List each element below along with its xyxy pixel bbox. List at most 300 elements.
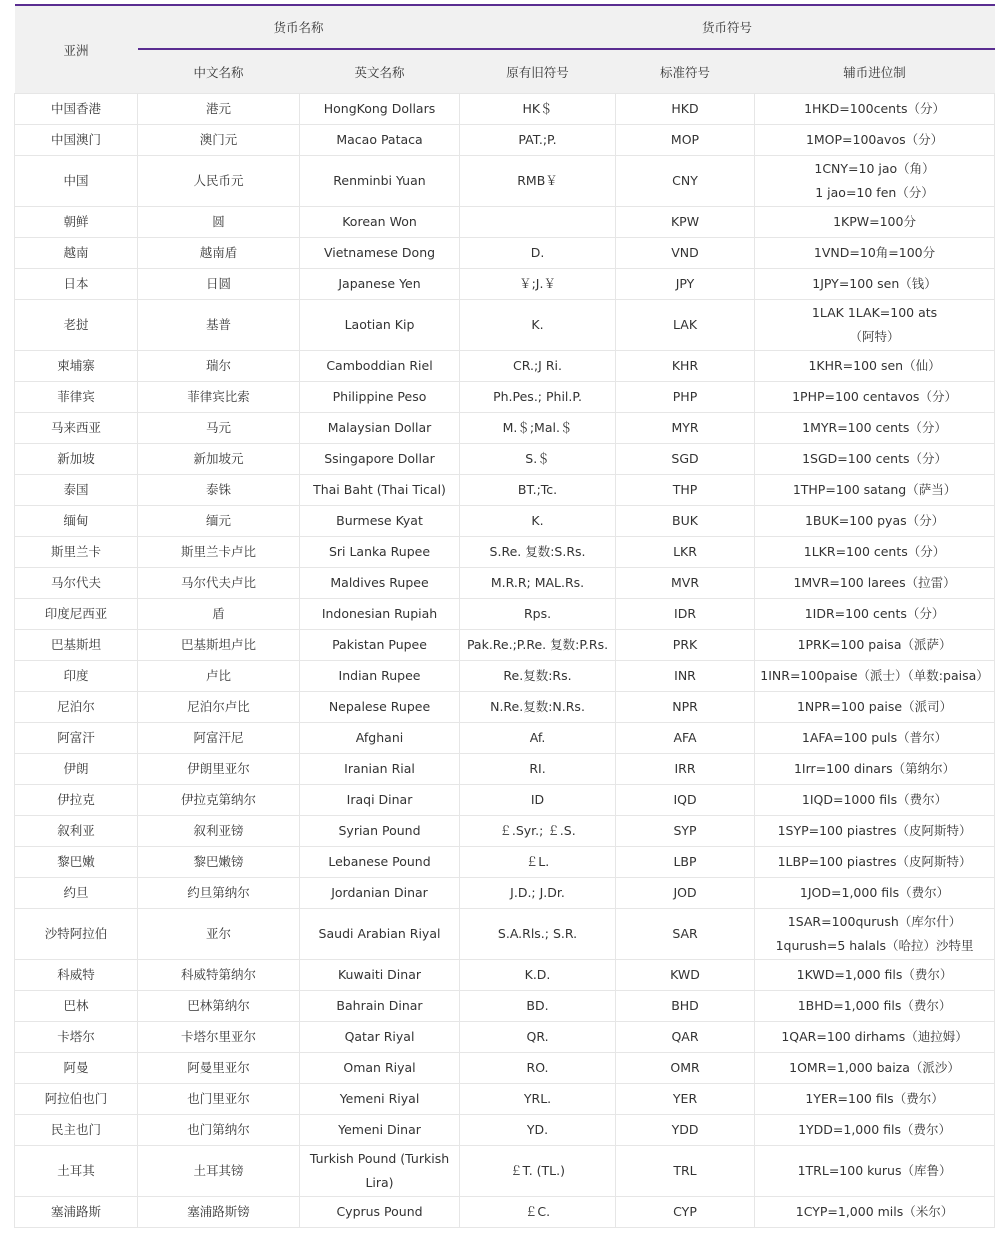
region-cell — [15, 847, 138, 878]
standard-symbol-cell-text: MVR — [671, 575, 700, 590]
standard-symbol-cell-text: LKR — [673, 544, 697, 559]
english-name-cell-text: Renminbi Yuan — [333, 173, 426, 188]
subunit-cell-text: 1CYP=1,000 mils（米尔） — [795, 1204, 954, 1219]
english-name-cell-text: Korean Won — [342, 214, 417, 229]
old-symbol-cell-text: Af. — [529, 730, 546, 745]
english-name-cell — [300, 300, 460, 351]
old-symbol-cell-text: Re.复数:Rs. — [503, 668, 572, 683]
chinese-name-cell — [138, 238, 300, 269]
standard-symbol-cell — [616, 1146, 755, 1197]
standard-symbol-cell-text: YDD — [671, 1122, 699, 1137]
subunit-cell-text: 1MVR=100 larees（拉雷） — [793, 575, 956, 590]
chinese-name-cell-text: 科威特第纳尔 — [180, 967, 256, 982]
chinese-name-cell — [138, 1084, 300, 1115]
english-name-cell-text: HongKong Dollars — [323, 101, 436, 116]
old-symbol-cell-text: D. — [530, 245, 545, 260]
standard-symbol-cell — [616, 785, 755, 816]
standard-symbol-cell-text: YER — [672, 1091, 698, 1106]
standard-symbol-cell-text: SAR — [672, 926, 698, 941]
region-cell-text: 阿富汗 — [57, 730, 95, 745]
english-name-cell — [300, 878, 460, 909]
chinese-name-cell — [138, 1053, 300, 1084]
header-group-name: 货币名称 — [138, 5, 460, 49]
standard-symbol-cell-text: SGD — [671, 451, 699, 466]
old-symbol-cell — [460, 991, 616, 1022]
chinese-name-cell — [138, 1022, 300, 1053]
region-cell — [15, 785, 138, 816]
old-symbol-cell — [460, 723, 616, 754]
standard-symbol-cell — [616, 382, 755, 413]
standard-symbol-cell — [616, 1115, 755, 1146]
subunit-cell — [755, 156, 995, 207]
standard-symbol-cell-text: TRL — [673, 1163, 697, 1178]
english-name-cell-text: Iraqi Dinar — [346, 792, 413, 807]
chinese-name-cell-text: 伊朗里亚尔 — [187, 761, 250, 776]
old-symbol-cell-text: J.D.; J.Dr. — [510, 885, 565, 900]
standard-symbol-cell — [616, 351, 755, 382]
old-symbol-cell-text: S.＄ — [525, 451, 550, 466]
chinese-name-cell-text: 澳门元 — [199, 132, 238, 147]
region-cell — [15, 537, 138, 568]
old-symbol-cell-text: ID — [530, 792, 545, 807]
chinese-name-cell — [138, 444, 300, 475]
region-cell — [15, 1197, 138, 1228]
chinese-name-cell — [138, 960, 300, 991]
standard-symbol-cell — [616, 537, 755, 568]
table-row — [15, 661, 995, 692]
table-row — [15, 1053, 995, 1084]
subunit-cell-text: 1BHD=1,000 fils（费尔） — [797, 998, 952, 1013]
region-cell-text: 约旦 — [63, 885, 89, 900]
subunit-cell-text: 1Irr=100 dinars（第纳尔） — [793, 761, 956, 776]
chinese-name-cell-text: 泰铢 — [205, 482, 231, 497]
currency-table — [14, 4, 995, 1228]
standard-symbol-cell-text: JPY — [675, 276, 695, 291]
table-row — [15, 568, 995, 599]
header-subunit: 辅币进位制 — [755, 49, 995, 94]
chinese-name-cell — [138, 125, 300, 156]
english-name-cell — [300, 568, 460, 599]
region-cell-text: 阿曼 — [63, 1060, 89, 1075]
subunit-cell — [755, 1197, 995, 1228]
region-cell-text: 伊拉克 — [57, 792, 95, 807]
standard-symbol-cell — [616, 630, 755, 661]
subunit-cell-text: 1INR=100paise（派士）（单数:paisa） — [760, 668, 989, 683]
chinese-name-cell-text: 黎巴嫩镑 — [193, 854, 244, 869]
english-name-cell — [300, 630, 460, 661]
subunit-cell — [755, 568, 995, 599]
region-cell — [15, 382, 138, 413]
english-name-cell — [300, 1197, 460, 1228]
chinese-name-cell-text: 菲律宾比索 — [187, 389, 250, 404]
chinese-name-cell-text: 圆 — [212, 214, 225, 229]
table-row — [15, 537, 995, 568]
subunit-cell — [755, 207, 995, 238]
old-symbol-cell-text: ￡T. (TL.) — [510, 1163, 565, 1178]
standard-symbol-cell — [616, 156, 755, 207]
standard-symbol-cell-text: THP — [672, 482, 698, 497]
subunit-cell — [755, 300, 995, 351]
subunit-cell-text: 1AFA=100 puls（普尔） — [801, 730, 948, 745]
old-symbol-cell — [460, 754, 616, 785]
english-name-cell-text: Japanese Yen — [338, 276, 421, 291]
standard-symbol-cell-text: MOP — [670, 132, 700, 147]
table-header — [15, 5, 995, 94]
table-row — [15, 413, 995, 444]
standard-symbol-cell — [616, 568, 755, 599]
english-name-cell — [300, 723, 460, 754]
english-name-cell — [300, 1084, 460, 1115]
english-name-cell — [300, 1115, 460, 1146]
subunit-cell-text: 1YDD=1,000 fils（费尔） — [798, 1122, 951, 1137]
old-symbol-cell — [460, 1022, 616, 1053]
chinese-name-cell-text: 卢比 — [205, 668, 231, 683]
region-cell — [15, 1115, 138, 1146]
table-row — [15, 269, 995, 300]
region-cell-text: 日本 — [63, 276, 89, 291]
table-row — [15, 785, 995, 816]
region-cell — [15, 661, 138, 692]
chinese-name-cell-text: 叙利亚镑 — [193, 823, 244, 838]
standard-symbol-cell-text: AFA — [673, 730, 697, 745]
standard-symbol-cell — [616, 960, 755, 991]
standard-symbol-cell-text: PHP — [672, 389, 698, 404]
chinese-name-cell — [138, 537, 300, 568]
english-name-cell — [300, 413, 460, 444]
standard-symbol-cell-text: PRK — [672, 637, 698, 652]
chinese-name-cell — [138, 599, 300, 630]
standard-symbol-cell — [616, 1084, 755, 1115]
region-cell — [15, 94, 138, 125]
standard-symbol-cell — [616, 754, 755, 785]
subunit-cell-text: 1NPR=100 paise（派司） — [796, 699, 953, 714]
subunit-cell-text: 1LAK 1LAK=100 ats — [811, 305, 938, 320]
standard-symbol-cell — [616, 506, 755, 537]
english-name-cell-text: Burmese Kyat — [336, 513, 423, 528]
chinese-name-cell — [138, 156, 300, 207]
table-row — [15, 816, 995, 847]
subunit-cell — [755, 785, 995, 816]
old-symbol-cell — [460, 1084, 616, 1115]
table-row — [15, 382, 995, 413]
old-symbol-cell — [460, 506, 616, 537]
subunit-cell — [755, 413, 995, 444]
standard-symbol-cell-text: NPR — [672, 699, 698, 714]
region-cell — [15, 475, 138, 506]
region-cell — [15, 238, 138, 269]
region-cell — [15, 816, 138, 847]
subunit-cell-text: 1KPW=100分 — [833, 214, 916, 229]
standard-symbol-cell-text: KWD — [670, 967, 700, 982]
old-symbol-cell-text: ￡L. — [525, 854, 550, 869]
english-name-cell-text: Oman Riyal — [343, 1060, 416, 1075]
english-name-cell — [300, 909, 460, 960]
standard-symbol-cell — [616, 692, 755, 723]
english-name-cell-text: Indian Rupee — [338, 668, 421, 683]
table-row — [15, 754, 995, 785]
subunit-cell-text: 1PRK=100 paisa（派萨） — [797, 637, 952, 652]
subunit-cell-text: 1LBP=100 piastres（皮阿斯特） — [777, 854, 972, 869]
subunit-cell-text: 1SGD=100 cents（分） — [802, 451, 947, 466]
chinese-name-cell — [138, 816, 300, 847]
old-symbol-cell — [460, 661, 616, 692]
subunit-cell-text: 1IQD=1000 fils（费尔） — [801, 792, 948, 807]
region-cell-text: 巴林 — [63, 998, 89, 1013]
standard-symbol-cell-text: SYP — [673, 823, 697, 838]
english-name-cell — [300, 1053, 460, 1084]
chinese-name-cell-text: 港元 — [205, 101, 231, 116]
region-cell-text: 老挝 — [63, 317, 89, 332]
region-cell-text: 沙特阿拉伯 — [44, 926, 108, 941]
english-name-cell-text: Malaysian Dollar — [327, 420, 432, 435]
old-symbol-cell — [460, 785, 616, 816]
old-symbol-cell — [460, 816, 616, 847]
region-cell — [15, 125, 138, 156]
english-name-cell-text: Camboddian Riel — [326, 358, 433, 373]
old-symbol-cell — [460, 300, 616, 351]
old-symbol-cell — [460, 238, 616, 269]
region-cell — [15, 1146, 138, 1197]
standard-symbol-cell — [616, 475, 755, 506]
subunit-cell-text: 1OMR=1,000 baiza（派沙） — [789, 1060, 960, 1075]
english-name-cell-text: Saudi Arabian Riyal — [318, 926, 441, 941]
table-row — [15, 444, 995, 475]
chinese-name-cell — [138, 382, 300, 413]
english-name-cell — [300, 444, 460, 475]
old-symbol-cell-text: QR. — [526, 1029, 549, 1044]
subunit-cell — [755, 1022, 995, 1053]
table-row — [15, 238, 995, 269]
old-symbol-cell-text: M.R.R; MAL.Rs. — [490, 575, 585, 590]
english-name-cell-text: Pakistan Pupee — [332, 637, 427, 652]
standard-symbol-cell — [616, 413, 755, 444]
chinese-name-cell-text: 约旦第纳尔 — [187, 885, 250, 900]
chinese-name-cell — [138, 506, 300, 537]
table-row — [15, 351, 995, 382]
standard-symbol-cell — [616, 238, 755, 269]
standard-symbol-cell — [616, 599, 755, 630]
subunit-cell-text: 1MYR=100 cents（分） — [802, 420, 947, 435]
subunit-cell — [755, 723, 995, 754]
chinese-name-cell-text: 巴基斯坦卢比 — [180, 637, 256, 652]
region-cell — [15, 156, 138, 207]
english-name-cell — [300, 991, 460, 1022]
chinese-name-cell-text: 盾 — [212, 606, 225, 621]
subunit-cell — [755, 537, 995, 568]
subunit-cell-text: 1CNY=10 jao（角） — [814, 161, 935, 176]
chinese-name-cell-text: 也门第纳尔 — [187, 1122, 250, 1137]
region-cell-text: 菲律宾 — [57, 389, 95, 404]
old-symbol-cell-text: YD. — [526, 1122, 549, 1137]
standard-symbol-cell — [616, 300, 755, 351]
english-name-cell — [300, 599, 460, 630]
english-name-cell-text: Maldives Rupee — [330, 575, 429, 590]
subunit-cell-text: 1THP=100 satang（萨当） — [792, 482, 957, 497]
old-symbol-cell — [460, 382, 616, 413]
english-name-cell — [300, 94, 460, 125]
standard-symbol-cell — [616, 269, 755, 300]
subunit-cell — [755, 125, 995, 156]
region-cell — [15, 300, 138, 351]
chinese-name-cell-text: 也门里亚尔 — [187, 1091, 250, 1106]
region-cell — [15, 506, 138, 537]
old-symbol-cell — [460, 444, 616, 475]
region-cell-text: 卡塔尔 — [57, 1029, 95, 1044]
chinese-name-cell — [138, 723, 300, 754]
region-cell-text: 朝鲜 — [63, 214, 89, 229]
english-name-cell-text: Yemeni Riyal — [339, 1091, 420, 1106]
standard-symbol-cell-text: BHD — [671, 998, 699, 1013]
subunit-cell-text: 1TRL=100 kurus（库鲁） — [797, 1163, 952, 1178]
subunit-cell — [755, 506, 995, 537]
english-name-cell — [300, 207, 460, 238]
subunit-cell-text: 1MOP=100avos（分） — [805, 132, 944, 147]
region-cell-text: 马尔代夫 — [50, 575, 101, 590]
subunit-cell — [755, 1084, 995, 1115]
chinese-name-cell — [138, 692, 300, 723]
english-name-cell — [300, 506, 460, 537]
subunit-cell — [755, 816, 995, 847]
chinese-name-cell-text: 人民币元 — [193, 173, 244, 188]
english-name-cell — [300, 382, 460, 413]
old-symbol-cell — [460, 960, 616, 991]
english-name-cell — [300, 156, 460, 207]
english-name-cell-text: Kuwaiti Dinar — [337, 967, 422, 982]
table-row — [15, 1022, 995, 1053]
region-cell-text: 新加坡 — [57, 451, 95, 466]
standard-symbol-cell-text: IQD — [673, 792, 697, 807]
standard-symbol-cell — [616, 909, 755, 960]
header-standard-symbol: 标准符号 — [616, 49, 755, 94]
region-cell-text: 中国香港 — [50, 101, 101, 116]
table-row — [15, 847, 995, 878]
old-symbol-cell — [460, 413, 616, 444]
table-row — [15, 1084, 995, 1115]
old-symbol-cell-text: RO. — [526, 1060, 549, 1075]
old-symbol-cell — [460, 94, 616, 125]
old-symbol-cell — [460, 351, 616, 382]
chinese-name-cell — [138, 661, 300, 692]
chinese-name-cell — [138, 1115, 300, 1146]
subunit-cell-text: 1YER=100 fils（费尔） — [805, 1091, 944, 1106]
english-name-cell-text: Cyprus Pound — [336, 1204, 423, 1219]
old-symbol-cell-text: N.Re.复数:N.Rs. — [490, 699, 585, 714]
region-cell — [15, 351, 138, 382]
english-name-cell-text: Jordanian Dinar — [331, 885, 428, 900]
chinese-name-cell-text: 日圆 — [205, 276, 231, 291]
table-row — [15, 599, 995, 630]
subunit-cell — [755, 94, 995, 125]
english-name-cell — [300, 785, 460, 816]
standard-symbol-cell-text: INR — [674, 668, 696, 683]
subunit-cell — [755, 1146, 995, 1197]
table-row — [15, 94, 995, 125]
old-symbol-cell-text: ￡.Syr.; ￡.S. — [499, 823, 576, 838]
english-name-cell-text: Qatar Riyal — [344, 1029, 415, 1044]
standard-symbol-cell — [616, 816, 755, 847]
subunit-cell-text: 1KHR=100 sen（仙） — [808, 358, 941, 373]
english-name-cell — [300, 847, 460, 878]
table-row — [15, 207, 995, 238]
header-group-symbol: 货币符号 — [460, 5, 995, 49]
chinese-name-cell — [138, 630, 300, 661]
chinese-name-cell — [138, 475, 300, 506]
standard-symbol-cell-text: LBP — [673, 854, 697, 869]
region-cell-text: 缅甸 — [63, 513, 89, 528]
english-name-cell-text: Turkish Pound (Turkish — [309, 1151, 450, 1166]
old-symbol-cell — [460, 909, 616, 960]
subunit-cell — [755, 351, 995, 382]
english-name-cell — [300, 125, 460, 156]
region-cell — [15, 207, 138, 238]
subunit-cell — [755, 238, 995, 269]
region-cell-text: 斯里兰卡 — [50, 544, 101, 559]
chinese-name-cell-text: 马尔代夫卢比 — [180, 575, 256, 590]
old-symbol-cell-text: K. — [531, 317, 544, 332]
region-cell-text: 中国澳门 — [50, 132, 101, 147]
header-english-name: 英文名称 — [300, 49, 460, 94]
standard-symbol-cell-text: IDR — [674, 606, 697, 621]
region-cell-text: 越南 — [63, 245, 89, 260]
subunit-cell-text: 1KWD=1,000 fils（费尔） — [796, 967, 953, 982]
chinese-name-cell-text: 尼泊尔卢比 — [187, 699, 250, 714]
region-cell — [15, 723, 138, 754]
subunit-cell — [755, 1053, 995, 1084]
table-row — [15, 723, 995, 754]
old-symbol-cell — [460, 692, 616, 723]
standard-symbol-cell-text: KHR — [671, 358, 699, 373]
table-row — [15, 909, 995, 960]
old-symbol-cell — [460, 1053, 616, 1084]
header-old-symbol: 原有旧符号 — [460, 49, 616, 94]
chinese-name-cell-text: 土耳其镑 — [193, 1163, 244, 1178]
region-cell — [15, 1084, 138, 1115]
chinese-name-cell — [138, 300, 300, 351]
table-row — [15, 1146, 995, 1197]
table-body — [15, 94, 995, 1228]
standard-symbol-cell-text: KPW — [670, 214, 700, 229]
standard-symbol-cell — [616, 1197, 755, 1228]
standard-symbol-cell — [616, 661, 755, 692]
old-symbol-cell-text: PAT.;P. — [518, 132, 557, 147]
region-cell — [15, 269, 138, 300]
old-symbol-cell — [460, 1146, 616, 1197]
old-symbol-cell-text: BD. — [526, 998, 549, 1013]
old-symbol-cell-text: ￡C. — [524, 1204, 551, 1219]
subunit-cell-text: 1PHP=100 centavos（分） — [792, 389, 957, 404]
chinese-name-cell-text: 马元 — [205, 420, 231, 435]
subunit-cell — [755, 475, 995, 506]
old-symbol-cell — [460, 269, 616, 300]
old-symbol-cell-text: RI. — [529, 761, 546, 776]
english-name-cell-text: Ssingapore Dollar — [324, 451, 435, 466]
old-symbol-cell-text: HK＄ — [522, 101, 553, 116]
region-cell-text: 塞浦路斯 — [50, 1204, 101, 1219]
old-symbol-cell — [460, 475, 616, 506]
table-row — [15, 878, 995, 909]
chinese-name-cell — [138, 413, 300, 444]
standard-symbol-cell-text: CNY — [672, 173, 698, 188]
subunit-cell-text: 1SYP=100 piastres（皮阿斯特） — [777, 823, 972, 838]
subunit-cell-text: （阿特） — [849, 329, 900, 344]
old-symbol-cell — [460, 599, 616, 630]
old-symbol-cell-text: S.Re. 复数:S.Rs. — [489, 544, 586, 559]
region-cell-text: 印度 — [63, 668, 89, 683]
region-cell-text: 土耳其 — [57, 1163, 95, 1178]
english-name-cell-text: Syrian Pound — [338, 823, 421, 838]
subunit-cell — [755, 754, 995, 785]
chinese-name-cell — [138, 785, 300, 816]
